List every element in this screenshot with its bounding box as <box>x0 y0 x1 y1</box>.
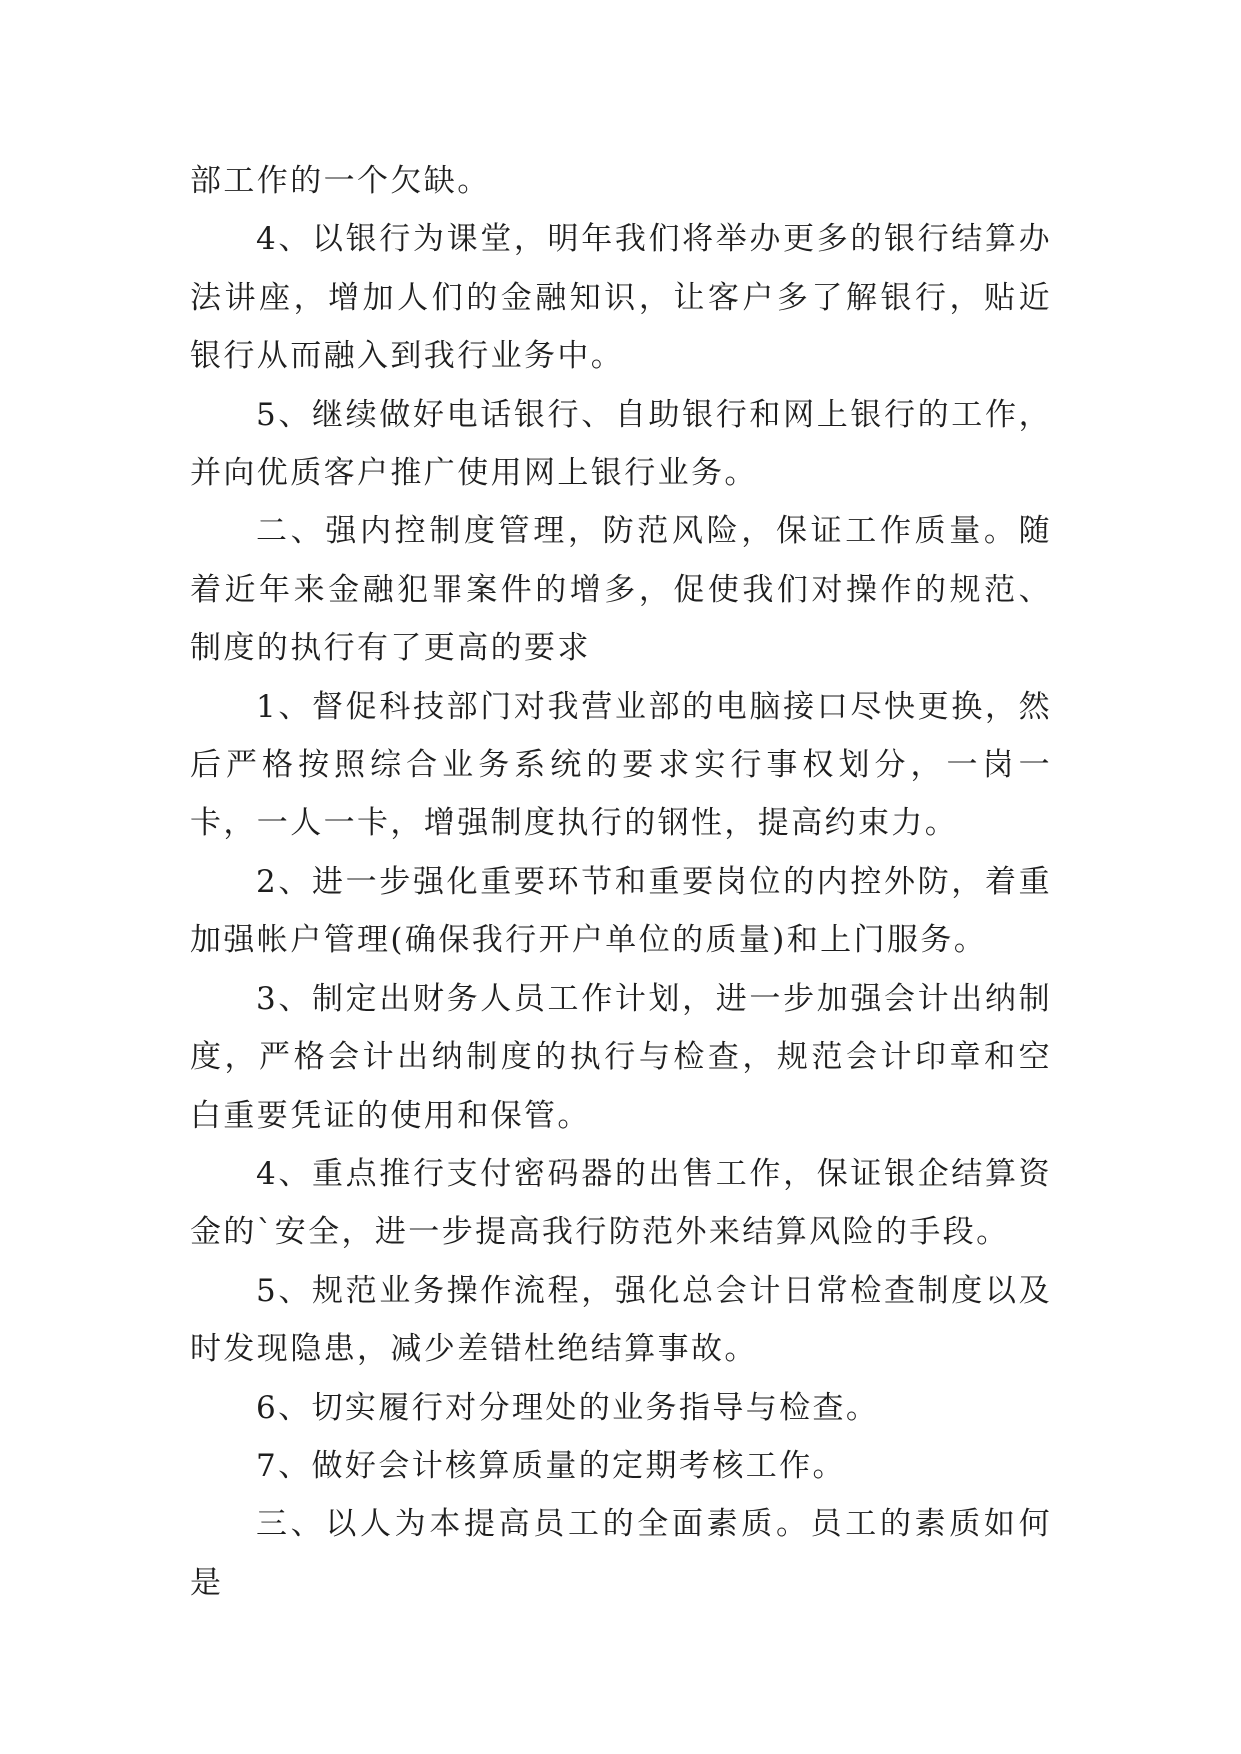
paragraph-item-5-operation-flow: 5、规范业务操作流程，强化总会计日常检查制度以及时发现隐患，减少差错杜绝结算事故。 <box>190 1272 1052 1368</box>
paragraph-item-5-electronic-banking: 5、继续做好电话银行、自助银行和网上银行的工作，并向优质客户推广使用网上银行业务。 <box>190 396 1052 492</box>
paragraph-item-2-key-posts: 2、进一步强化重要环节和重要岗位的内控外防，着重加强帐户管理(确保我行开户单位的质量)和上门服务。 <box>190 863 1052 959</box>
paragraph-item-6-branch-guidance: 6、切实履行对分理处的业务指导与检查。 <box>256 1389 880 1426</box>
paragraph-continuation: 部工作的一个欠缺。 <box>190 163 491 199</box>
paragraph-item-4-bank-classroom: 4、以银行为课堂，明年我们将举办更多的银行结算办法讲座，增加人们的金融知识，让客户多了解银行，贴近银行从而融入到我行业务中。 <box>190 221 1052 375</box>
paragraph-item-7-accounting-review: 7、做好会计核算质量的定期考核工作。 <box>256 1447 846 1484</box>
paragraph-item-1-tech-interface: 1、督促科技部门对我营业部的电脑接口尽快更换，然后严格按照综合业务系统的要求实行事权划分，一岗一卡，一人一卡，增强制度执行的钢性，提高约束力。 <box>190 688 1052 842</box>
paragraph-item-3-finance-plan: 3、制定出财务人员工作计划，进一步加强会计出纳制度，严格会计出纳制度的执行与检查，规范会计印章和空白重要凭证的使用和保管。 <box>190 980 1052 1134</box>
paragraph-section-2-internal-control: 二、强内控制度管理，防范风险，保证工作质量。随着近年来金融犯罪案件的增多，促使我们对操作的规范、制度的执行有了更高的要求 <box>190 513 1052 667</box>
paragraph-section-3-staff-quality: 三、以人为本提高员工的全面素质。员工的素质如何是 <box>190 1506 1052 1601</box>
paragraph-item-4-payment-cipher: 4、重点推行支付密码器的出售工作，保证银企结算资金的`安全，进一步提高我行防范外来结算风险的手段。 <box>190 1155 1052 1251</box>
document-body <box>190 152 1052 1612</box>
